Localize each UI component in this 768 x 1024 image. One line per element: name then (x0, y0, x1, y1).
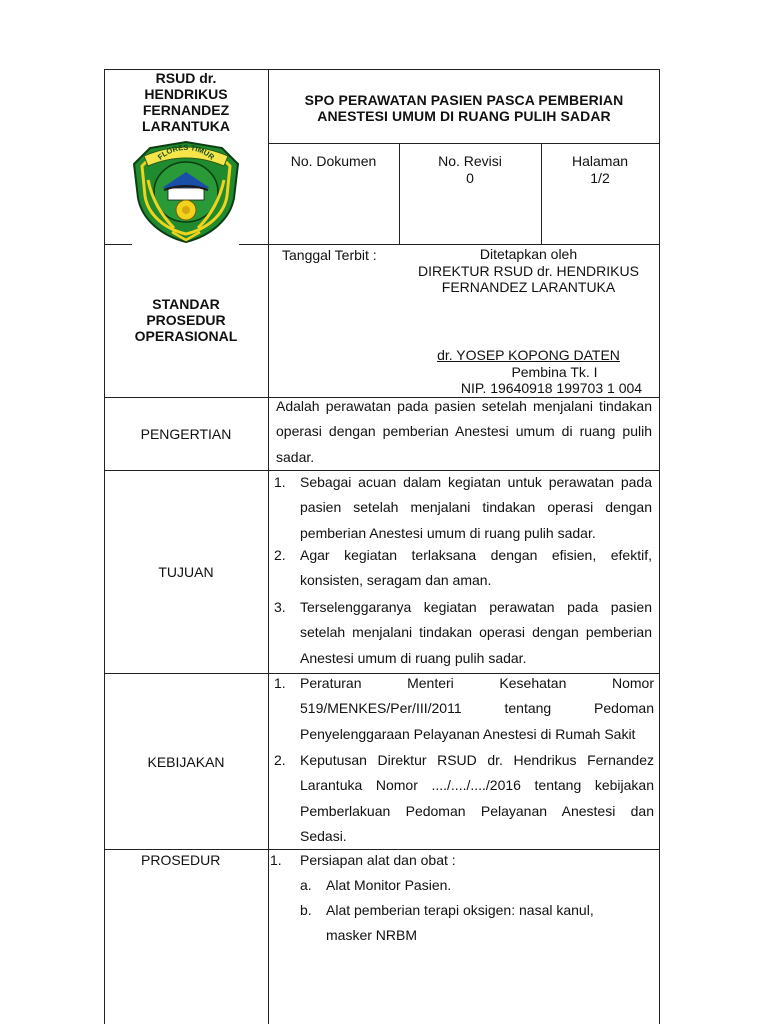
tujuan-item-3 (274, 595, 652, 671)
spo-title (268, 92, 660, 124)
ditetapkan-line: DIREKTUR RSUD dr. HENDRIKUS (418, 262, 639, 279)
table-border-right (659, 69, 660, 1024)
prosedur-step-1 (270, 848, 650, 874)
spo-title-line: SPO PERAWATAN PASIEN PASCA PEMBERIAN (304, 92, 624, 108)
hospital-name (104, 70, 268, 134)
hospital-name-line: LARANTUKA (142, 118, 230, 134)
prosedur-subitem-b (300, 898, 640, 950)
ditetapkan-block (400, 246, 657, 296)
list-text: Alat Monitor Pasien. (326, 877, 452, 893)
no-revisi-value: 0 (466, 170, 474, 186)
list-number: 1. (274, 474, 286, 490)
list-letter: a. (300, 877, 312, 893)
pengertian-label: PENGERTIAN (140, 426, 232, 442)
sop-label-line: STANDAR (152, 296, 220, 312)
list-number: 2. (274, 752, 286, 768)
kebijakan-label: KEBIJAKAN (147, 754, 225, 770)
list-number: 1. (274, 675, 286, 691)
tujuan-item-1 (274, 470, 652, 546)
signatory-nip: NIP. 19640918 199703 1 004 (460, 380, 643, 396)
signatory-rank: Pembina Tk. I (511, 363, 598, 380)
kebijakan-item-1 (274, 671, 680, 747)
spo-title-line: ANESTESI UMUM DI RUANG PULIH SADAR (317, 108, 611, 124)
sop-label (104, 296, 268, 344)
title-row-divider (268, 143, 660, 144)
tujuan-label: TUJUAN (158, 564, 214, 580)
list-text: Terselenggaranya kegiatan perawatan pada pasien setelah menjalani tindakan operasi dengan pemberian Anestesi umum di ruang pulih sadar. (300, 599, 652, 666)
ditetapkan-line: FERNANDEZ LARANTUKA (441, 279, 616, 295)
tanggal-terbit-label: Tanggal Terbit : (282, 247, 377, 263)
list-text: Penyelenggaraan Pelayanan Anestesi di Rumah Sakit (300, 726, 636, 742)
list-number: 2. (274, 547, 286, 563)
halaman-label: Halaman (571, 153, 629, 169)
hospital-name-line: RSUD dr. (155, 70, 217, 86)
list-text: Peraturan Menteri Kesehatan Nomor 519/MENKES/Per/III/2011 tentang Pedoman (300, 675, 654, 717)
list-text: Sebagai acuan dalam kegiatan untuk perawatan pada pasien setelah menjalani tindakan operasi dengan pemberian Anestesi umum di ruang pulih sadar. (300, 474, 652, 541)
table-border-left (104, 69, 105, 1024)
prosedur-label: PROSEDUR (141, 852, 221, 868)
pengertian-text: Adalah perawatan pada pasien setelah menjalani tindakan operasi dengan pemberian Anestesi umum di ruang pulih sadar. (276, 398, 652, 465)
ditetapkan-line: Ditetapkan oleh (479, 246, 578, 262)
hospital-name-line: FERNANDEZ (142, 102, 230, 118)
list-text: Agar kegiatan terlaksana dengan efisien, efektif, konsisten, seragam dan aman. (300, 547, 652, 589)
logo-text: FLORES TIMUR (155, 142, 217, 162)
no-dokumen-label: No. Dokumen (290, 153, 377, 169)
prosedur-subitem-a (300, 873, 640, 899)
signatory-block (400, 347, 657, 397)
halaman-value: 1/2 (590, 170, 610, 186)
sop-label-line: PROSEDUR (146, 312, 226, 328)
meta-row-divider (239, 244, 660, 245)
list-text: Alat pemberian terapi oksigen: nasal kanul, masker NRBM (326, 902, 594, 944)
sop-label-line: OPERASIONAL (134, 328, 238, 344)
list-text: Keputusan Direktur RSUD dr. Hendrikus Fernandez Larantuka Nomor ..../..../..../2016 tentang kebijakan Pemberlakuan Pedoman Pelayanan Anestesi dan Sedasi. (300, 752, 654, 845)
list-letter: b. (300, 902, 312, 918)
list-text: Persiapan alat dan obat : (300, 852, 456, 868)
tujuan-item-2 (274, 543, 652, 595)
no-revisi-label: No. Revisi (438, 153, 502, 169)
signatory-name: dr. YOSEP KOPONG DATEN (437, 347, 620, 363)
list-number: 3. (274, 599, 286, 615)
column-divider (268, 69, 269, 1024)
kebijakan-item-2 (274, 748, 680, 848)
list-number: 1. (270, 852, 282, 868)
hospital-name-line: HENDRIKUS (144, 86, 228, 102)
flores-timur-logo (128, 136, 244, 246)
